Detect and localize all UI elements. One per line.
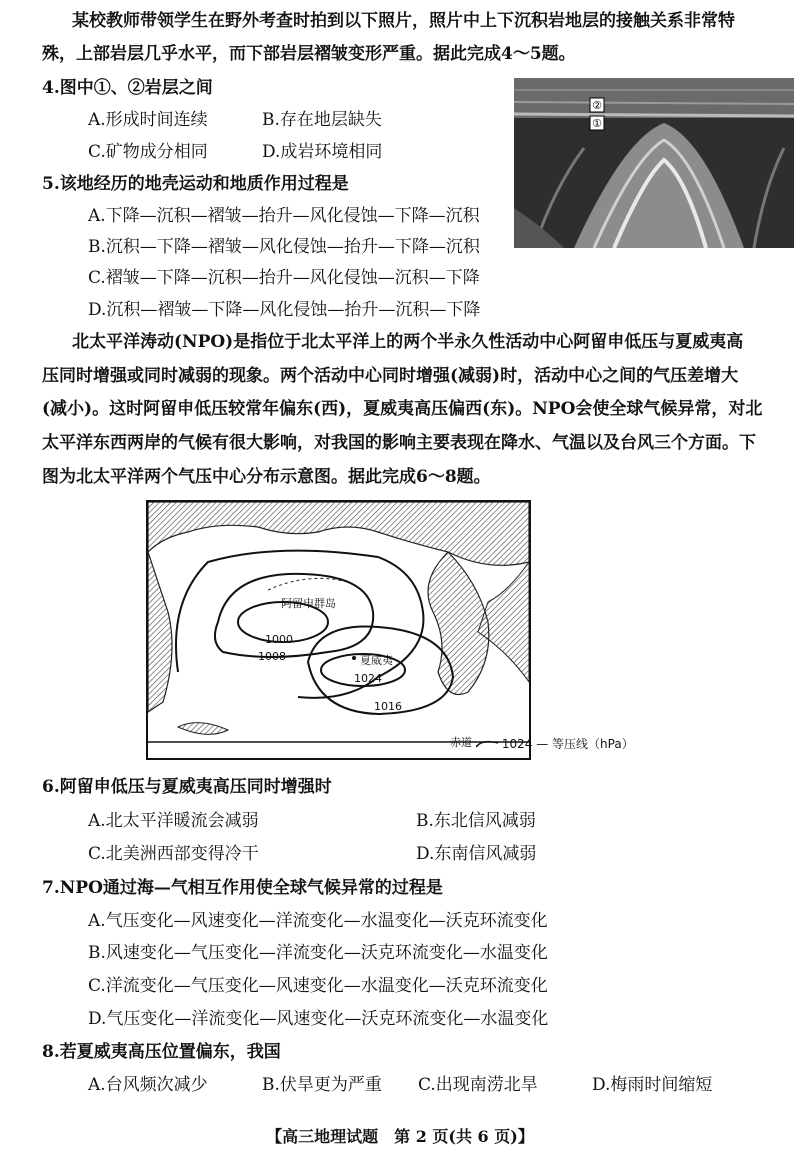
q8-option-b[interactable]: B.伏旱更为严重 — [262, 1075, 382, 1095]
isobar-1024-label: 1024 — [354, 672, 382, 685]
isobar-legend-line-icon — [476, 739, 498, 751]
isobar-1008-label: 1008 — [258, 650, 286, 663]
q6-option-a[interactable]: A.北太平洋暖流会减弱 — [88, 811, 259, 831]
passage2-line3: (减小)。这时阿留申低压较常年偏东(西)，夏威夷高压偏西(东)。NPO会使全球气候异常，对北 — [42, 399, 763, 419]
passage2-line4: 太平洋东西两岸的气候有很大影响，对我国的影响主要表现在降水、气温以及台风三个方面。下 — [42, 433, 756, 453]
passage2-line5: 图为北太平洋两个气压中心分布示意图。据此完成6～8题。 — [42, 467, 491, 487]
q6-stem: 6.阿留申低压与夏威夷高压同时增强时 — [42, 777, 332, 797]
photo-label-1: ① — [592, 117, 602, 130]
q6-option-d[interactable]: D.东南信风减弱 — [416, 844, 537, 864]
equator-label: 赤道 — [450, 736, 472, 749]
q4-option-a[interactable]: A.形成时间连续 — [88, 110, 208, 130]
legend-dash: — — [536, 737, 549, 751]
q5-option-c[interactable]: C.褶皱—下降—沉积—抬升—风化侵蚀—沉积—下降 — [88, 268, 480, 288]
hawaii-label: 夏威夷 — [360, 654, 393, 667]
q5-option-b[interactable]: B.沉积—下降—褶皱—风化侵蚀—抬升—下降—沉积 — [88, 237, 480, 257]
q8-stem: 8.若夏威夷高压位置偏东，我国 — [42, 1042, 281, 1062]
isobar-legend — [476, 735, 634, 752]
q8-option-c[interactable]: C.出现南涝北旱 — [418, 1075, 538, 1095]
photo-label-2: ② — [592, 99, 602, 112]
q4-option-c[interactable]: C.矿物成分相同 — [88, 142, 208, 162]
rock-strata-photo — [514, 78, 794, 248]
q7-option-d[interactable]: D.气压变化—洋流变化—风速变化—沃克环流变化—水温变化 — [88, 1009, 549, 1029]
passage2-line2: 压同时增强或同时减弱的现象。两个活动中心同时增强(减弱)时，活动中心之间的气压差增大 — [42, 366, 739, 386]
q7-option-a[interactable]: A.气压变化—风速变化—洋流变化—水温变化—沃克环流变化 — [88, 911, 548, 931]
isobar-1000-label: 1000 — [265, 633, 293, 646]
q5-option-d[interactable]: D.沉积—褶皱—下降—风化侵蚀—抬升—沉积—下降 — [88, 300, 481, 320]
q5-stem: 5.该地经历的地壳运动和地质作用过程是 — [42, 174, 349, 194]
isobar-1016-label: 1016 — [374, 700, 402, 713]
page-footer: 【高三地理试题 第 2 页(共 6 页)】 — [266, 1127, 534, 1146]
q4-option-d[interactable]: D.成岩环境相同 — [262, 142, 383, 162]
rock-photo-drawing — [514, 78, 794, 248]
passage1-line1: 某校教师带领学生在野外考查时拍到以下照片，照片中上下沉积岩地层的接触关系非常特 — [72, 11, 735, 31]
q4-option-b[interactable]: B.存在地层缺失 — [262, 110, 382, 130]
q7-stem: 7.NPO通过海—气相互作用使全球气候异常的过程是 — [42, 878, 443, 898]
q8-option-d[interactable]: D.梅雨时间缩短 — [592, 1075, 713, 1095]
q4-stem: 4.图中①、②岩层之间 — [42, 78, 213, 98]
legend-text: 等压线（hPa） — [552, 737, 634, 751]
passage2-line1: 北太平洋涛动(NPO)是指位于北太平洋上的两个半永久性活动中心阿留申低压与夏威夷高 — [72, 332, 744, 352]
pressure-center-map — [146, 500, 531, 760]
q5-option-a[interactable]: A.下降—沉积—褶皱—抬升—风化侵蚀—下降—沉积 — [88, 206, 480, 226]
passage1-line2: 殊，上部岩层几乎水平，而下部岩层褶皱变形严重。据此完成4～5题。 — [42, 44, 576, 64]
q7-option-b[interactable]: B.风速变化—气压变化—洋流变化—沃克环流变化—水温变化 — [88, 943, 548, 963]
q6-option-c[interactable]: C.北美洲西部变得冷干 — [88, 844, 259, 864]
pressure-map-drawing — [148, 502, 529, 758]
q6-option-b[interactable]: B.东北信风减弱 — [416, 811, 536, 831]
q8-option-a[interactable]: A.台风频次减少 — [88, 1075, 208, 1095]
legend-value: 1024 — [501, 737, 533, 751]
q7-option-c[interactable]: C.洋流变化—气压变化—风速变化—水温变化—沃克环流变化 — [88, 976, 548, 996]
aleutian-label: 阿留申群岛 — [281, 597, 336, 610]
